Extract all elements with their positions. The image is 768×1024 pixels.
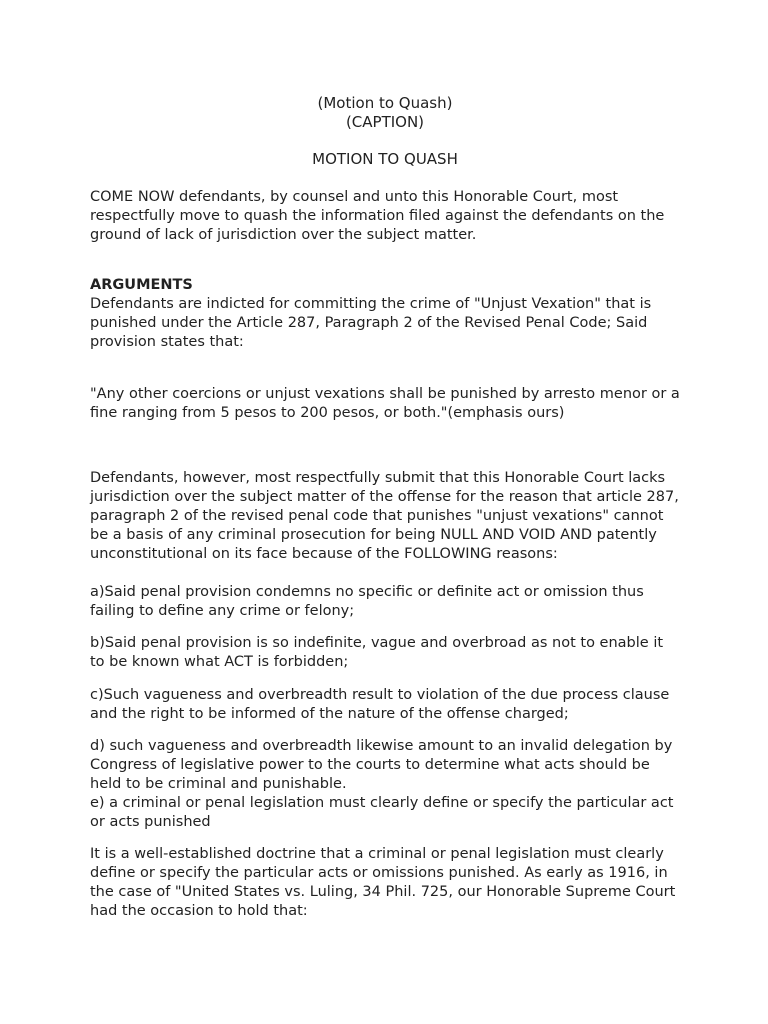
reason-e: e) a criminal or penal legislation must clearly define or specify the particular act or acts punished bbox=[90, 795, 674, 830]
doctrine-paragraph: It is a well-established doctrine that a criminal or penal legislation must clearly define or specify the particular acts or omissions punished. As early as 1916, in the case of "United States vs. Luling, 34 Phil. 725, our Honorable Supreme Court had the occasion to hold that: bbox=[90, 846, 676, 919]
intro-paragraph: COME NOW defendants, by counsel and unto this Honorable Court, most respectfully move to quash the information filed against the defendants on the ground of lack of jurisdiction over the subject matter. bbox=[90, 189, 665, 243]
arguments-heading: ARGUMENTS bbox=[90, 277, 193, 293]
reason-c: c)Such vagueness and overbreadth result to violation of the due process clause and the right to be informed of the nature of the offense charged; bbox=[90, 687, 670, 722]
heading-motion-to-quash: (Motion to Quash) bbox=[317, 94, 453, 112]
submission-paragraph: Defendants, however, most respectfully submit that this Honorable Court lacks jurisdiction over the subject matter of the offense for the reason that article 287, paragraph 2 of the revised penal code that punishes "unjust vexations" cannot be a basis of any criminal prosecution for being NULL AND VOID AND patently unconstitutional on its face because of the FOLLOWING reasons: bbox=[90, 470, 679, 562]
heading-caption: (CAPTION) bbox=[345, 113, 425, 131]
document-title: MOTION TO QUASH bbox=[312, 150, 458, 168]
reason-b: b)Said penal provision is so indefinite, vague and overbroad as not to enable it to be known what ACT is forbidden; bbox=[90, 635, 664, 670]
reason-a: a)Said penal provision condemns no specific or definite act or omission thus failing to define any crime or felony; bbox=[90, 584, 644, 619]
reason-d: d) such vagueness and overbreadth likewise amount to an invalid delegation by Congress of legislative power to the courts to determine what acts should be held to be criminal and punishable. bbox=[90, 738, 673, 792]
quoted-provision: "Any other coercions or unjust vexations shall be punished by arresto menor or a fine ranging from 5 pesos to 200 pesos, or both."(emphasis ours) bbox=[90, 386, 680, 421]
arguments-paragraph: Defendants are indicted for committing the crime of "Unjust Vexation" that is punished under the Article 287, Paragraph 2 of the Revised Penal Code; Said provision states that: bbox=[90, 296, 652, 350]
